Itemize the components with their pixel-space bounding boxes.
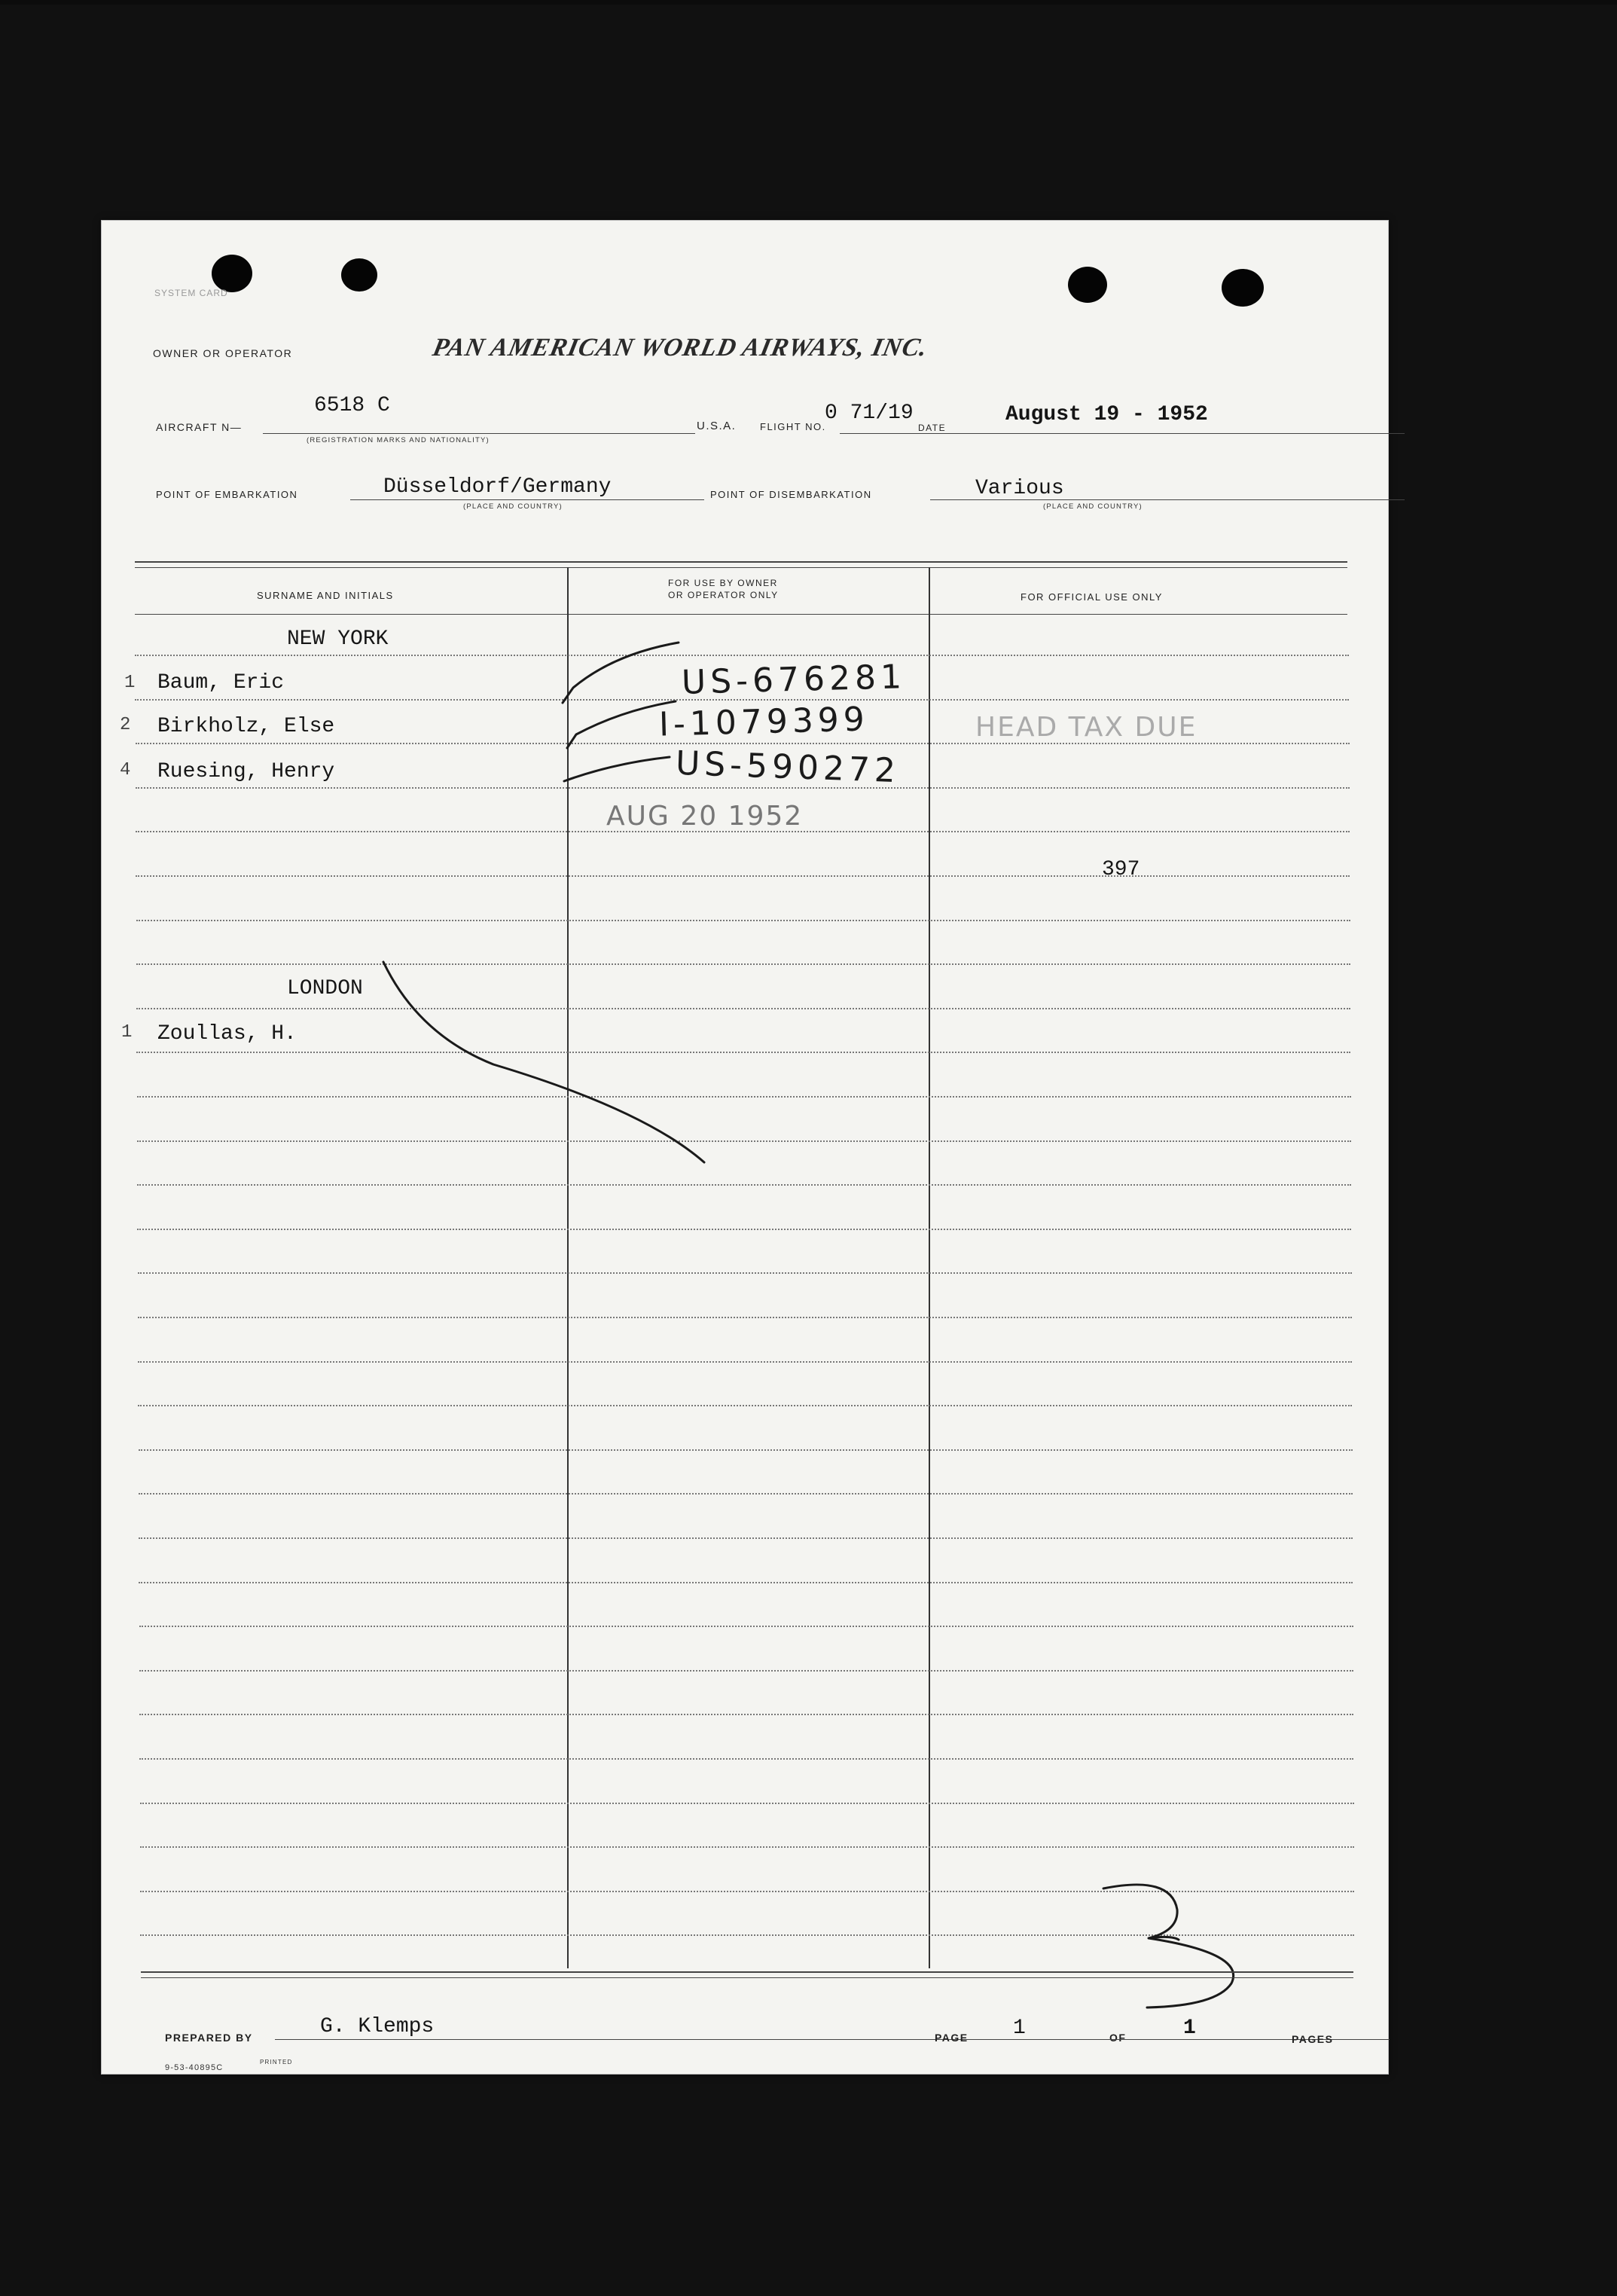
row-number: 2 [120, 715, 131, 735]
column-header-owner-use: FOR USE BY OWNER [668, 578, 778, 588]
column-header-official: FOR OFFICIAL USE ONLY [1021, 591, 1163, 603]
document-number: US-676281 [681, 658, 907, 702]
flight-value: 0 71/19 [825, 401, 914, 425]
document-number: I-1079399 [658, 700, 870, 744]
of-value: 1 [1183, 2017, 1196, 2040]
of-label: OF [1109, 2032, 1127, 2044]
embarkation-caption: (PLACE AND COUNTRY) [463, 502, 563, 511]
disembarkation-value: Various [975, 477, 1064, 500]
registration-caption: (REGISTRATION MARKS AND NATIONALITY) [307, 436, 490, 444]
column-header-owner-use-2: OR OPERATOR ONLY [668, 590, 779, 600]
page-value: 1 [1013, 2017, 1026, 2040]
date-stamp: AUG 20 1952 [606, 801, 804, 832]
manifest-page [101, 220, 1389, 2075]
table-bottom-rule [141, 1971, 1353, 1973]
aircraft-value: 6518 C [314, 394, 390, 417]
flight-label: FLIGHT NO. [760, 421, 826, 432]
disembarkation-label: POINT OF DISEMBARKATION [710, 489, 872, 500]
row-number: 1 [124, 673, 136, 693]
owner-label: OWNER OR OPERATOR [153, 347, 293, 359]
pen-marks [102, 221, 1388, 2074]
prepared-by-value: G. Klemps [320, 2015, 435, 2038]
scan-border-top [0, 0, 1617, 5]
row-number: 4 [120, 760, 131, 780]
passenger-name: Ruesing, Henry [157, 760, 335, 783]
prepared-by-underline [275, 2039, 1043, 2040]
bracket-line [383, 962, 704, 1162]
handwritten-three [1103, 1885, 1234, 2007]
prepared-by-label: PREPARED BY [165, 2032, 253, 2044]
form-code: 9-53-40895C [165, 2063, 224, 2072]
table-bottom-rule [141, 1977, 1353, 1978]
aircraft-label: AIRCRAFT N— [156, 421, 243, 433]
pages-label: PAGES [1292, 2033, 1334, 2045]
disembarkation-caption: (PLACE AND COUNTRY) [1043, 502, 1143, 511]
check-mark [564, 757, 670, 781]
check-mark [567, 701, 676, 748]
operator-name: PAN AMERICAN WORLD AIRWAYS, INC. [430, 334, 931, 362]
printed-mark: PRINTED [260, 2059, 293, 2065]
date-label: DATE [918, 423, 947, 433]
check-mark [563, 643, 679, 703]
passenger-name: Zoullas, H. [157, 1022, 297, 1046]
embarkation-value: Düsseldorf/Germany [383, 475, 612, 499]
date-value: August 19 - 1952 [1005, 403, 1208, 426]
official-stamp-head-tax: HEAD TAX DUE [975, 712, 1197, 743]
group-heading-new-york: NEW YORK [287, 627, 389, 651]
passenger-name: Birkholz, Else [157, 715, 335, 738]
faint-form-code: SYSTEM CARD [154, 288, 228, 298]
group-heading-london: LONDON [287, 977, 363, 1000]
usa-label: U.S.A. [697, 420, 737, 432]
page-label: PAGE [935, 2032, 969, 2044]
official-number: 397 [1102, 858, 1140, 881]
document-number: US-590272 [675, 743, 901, 791]
embarkation-label: POINT OF EMBARKATION [156, 489, 298, 500]
passenger-name: Baum, Eric [157, 671, 285, 695]
row-number: 1 [121, 1022, 133, 1043]
column-header-surname: SURNAME AND INITIALS [257, 590, 394, 601]
